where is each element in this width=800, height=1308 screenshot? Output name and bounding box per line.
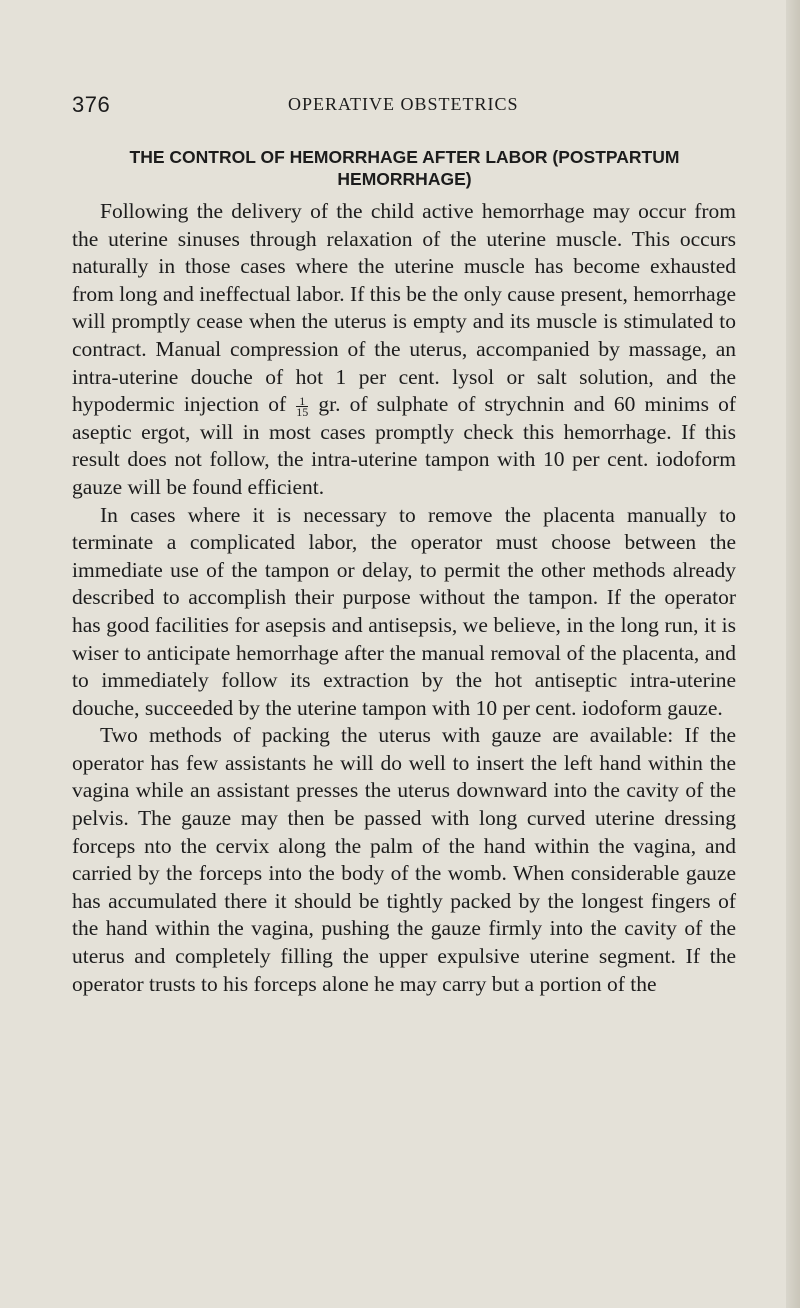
- paragraph-2: In cases where it is necessary to remove the placenta manually to terminate a complicated labor, the operator must choose between the immediate use of the tampon or delay, to permit the other methods already described to accomplish their purpose without the tampon. If the operator has good facilities for asepsis and antisepsis, we believe, in the long run, it is wiser to anticipate hemorrhage after the manual removal of the placenta, and to immediately follow its extraction by the hot antiseptic intra-uterine douche, succeeded by the uterine tampon with 10 per cent. iodoform gauze.: [72, 502, 736, 720]
- page-number: 376: [72, 92, 111, 117]
- section-heading: [72, 146, 737, 190]
- paragraph-1-text-b: gr. of sulphate of strychnin and 60 minims of aseptic ergot, will in most cases promptly check this hemorrhage. If this result does not follow, the intra-uterine tampon with 10 per cent. iodoform gauze will be found efficient.: [72, 392, 737, 499]
- running-head: [72, 92, 732, 116]
- fraction-denominator: 15: [296, 404, 309, 419]
- body-text: [72, 198, 736, 998]
- page-edge-shadow: [786, 0, 800, 1308]
- section-heading-line-2: HEMORRHAGE): [337, 169, 472, 189]
- fraction-numerator: 1: [296, 396, 308, 407]
- fraction: [296, 393, 309, 419]
- section-heading-line-1: THE CONTROL OF HEMORRHAGE AFTER LABOR (POSTPARTUM: [129, 147, 680, 167]
- paragraph-1-text-a: Following the delivery of the child active hemorrhage may occur from the uterine sinuses through relaxation of the uterine muscle. This occurs naturally in those cases where the uterine muscle has become exhausted from long and ineffectual labor. If this be the only cause present, hemorrhage will promptly cease when the uterus is empty and its muscle is stimulated to contract. Manual compression of the uterus, accompanied by massage, an intra-uterine douche of hot 1 per cent. lysol or salt solution, and the hypodermic injection of: [72, 199, 736, 417]
- running-title: OPERATIVE OBSTETRICS: [288, 94, 519, 114]
- paragraph-1: [72, 198, 736, 502]
- paragraph-3: Two methods of packing the uterus with gauze are available: If the operator has few assistants he will do well to insert the left hand within the vagina while an assistant presses the uterus downward into the cavity of the pelvis. The gauze may then be passed with long curved uterine dressing forceps nto the cervix along the palm of the hand within the vagina, and carried by the forceps into the body of the womb. When considerable gauze has accumulated there it should be tightly packed by the longest fingers of the hand within the vagina, pushing the gauze firmly into the cavity of the uterus and completely filling the upper expulsive uterine segment. If the operator trusts to his forceps alone he may carry but a portion of the: [72, 723, 736, 996]
